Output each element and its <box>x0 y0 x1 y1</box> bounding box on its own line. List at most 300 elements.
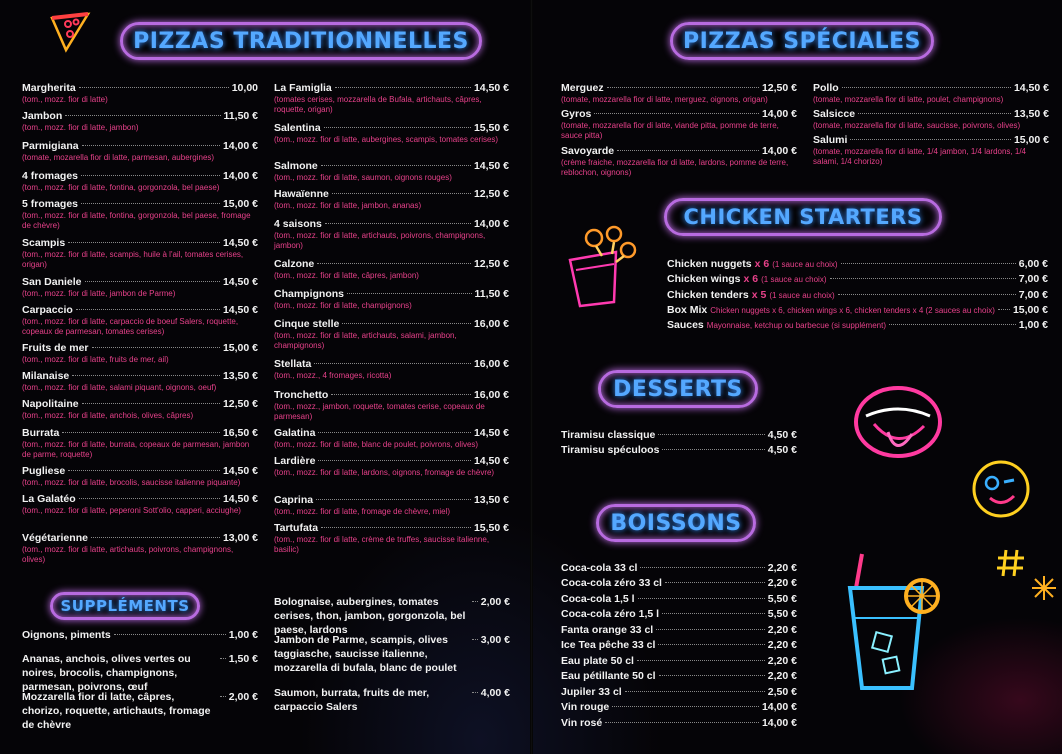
menu-item <box>22 198 258 231</box>
menu-item-row <box>561 624 797 637</box>
item-name: Carpaccio <box>22 304 73 316</box>
supplement-row <box>22 628 258 642</box>
menu-item-row <box>561 670 797 683</box>
supplement-row <box>274 633 510 675</box>
menu-item <box>22 532 258 565</box>
dot-leader <box>841 263 1016 264</box>
menu-item-row <box>22 304 258 317</box>
dot-leader <box>659 675 765 676</box>
item-name: Salmone <box>274 160 318 172</box>
item-name: Savoyarde <box>561 145 615 157</box>
menu-item <box>274 358 509 381</box>
dot-leader <box>640 567 764 568</box>
dot-leader <box>658 644 764 645</box>
heading-pizzas-traditionnelles: PIZZAS TRADITIONNELLES <box>120 22 482 60</box>
item-name: Coca-cola 1,5 l <box>561 593 635 605</box>
item-description: (tom., mozz. fior di latte, artichauts, poivrons, champignons, jambon) <box>274 231 486 250</box>
supplement-row <box>22 652 258 694</box>
dot-leader <box>472 639 478 640</box>
item-price: 14,50 € <box>222 304 258 316</box>
menu-item-row <box>22 110 258 123</box>
item-price: 14,00 € <box>473 218 509 230</box>
dot-leader <box>332 193 471 194</box>
menu-item <box>274 218 509 251</box>
item-price: 14,00 € <box>222 140 258 152</box>
item-description: (tom., mozz. fior di latte, fromage de chèvre, miel) <box>274 507 451 516</box>
item-name: Tartufata <box>274 522 319 534</box>
item-description: (tomates cerises, mozzarella de Bufala, artichauts, câpres, roquette, origan) <box>274 95 482 114</box>
item-name: La Famiglia <box>274 82 332 94</box>
dot-leader <box>321 527 471 528</box>
item-price: 15,50 € <box>473 122 509 134</box>
item-name: Calzone <box>274 258 315 270</box>
dot-leader <box>68 470 220 471</box>
heading-supplements: SUPPLÉMENTS <box>50 592 200 620</box>
menu-item <box>274 288 509 311</box>
supplement-price: 1,00 € <box>228 629 258 641</box>
item-name: Chicken nuggets <box>667 258 752 270</box>
menu-item-row <box>274 427 509 440</box>
dot-leader <box>842 87 1011 88</box>
item-name: Jupiler 33 cl <box>561 686 622 698</box>
menu-item-row <box>22 342 258 355</box>
supplement-price: 4,00 € <box>480 687 510 699</box>
item-price: 12,50 € <box>222 398 258 410</box>
menu-item-row <box>22 276 258 289</box>
menu-item-row <box>561 429 797 442</box>
item-description: (tom., mozz. fior di latte, jambon de Parme) <box>22 289 176 298</box>
item-name: La Galatéo <box>22 493 76 505</box>
menu-item-row <box>274 82 509 95</box>
desserts-item <box>561 444 797 457</box>
menu-item-row <box>274 455 509 468</box>
item-price: 14,50 € <box>473 455 509 467</box>
menu-item <box>274 494 509 517</box>
item-price: 2,20 € <box>767 562 797 574</box>
item-price: 14,00 € <box>761 145 797 157</box>
menu-item <box>274 258 509 281</box>
dot-leader <box>594 113 759 114</box>
menu-item <box>274 427 509 450</box>
item-name: Parmigiana <box>22 140 79 152</box>
dot-leader <box>92 347 220 348</box>
supplement-item <box>22 628 258 642</box>
item-description: (tom., mozz. fior di latte) <box>22 95 108 104</box>
dot-leader <box>325 223 471 224</box>
item-price: 14,50 € <box>222 276 258 288</box>
item-name: Salumi <box>813 134 848 146</box>
menu-item <box>561 82 797 105</box>
dot-leader <box>342 323 471 324</box>
item-price: 15,00 € <box>1012 304 1048 316</box>
item-price: 12,50 € <box>761 82 797 94</box>
menu-item-row <box>22 237 258 250</box>
item-price: 13,00 € <box>222 532 258 544</box>
chicken-item <box>667 273 1048 286</box>
menu-item-row <box>561 639 797 652</box>
item-price: 2,20 € <box>767 577 797 589</box>
chicken-item <box>667 304 1048 317</box>
item-description: (tom., mozz., jambon, roquette, tomates cerise, copeaux de parmesan) <box>274 402 485 421</box>
menu-item-row <box>22 82 258 95</box>
menu-item-row <box>274 358 509 371</box>
supplement-name: Saumon, burrata, fruits de mer, carpaccio Salers <box>274 687 430 713</box>
menu-item-row <box>561 686 797 699</box>
item-description: (tom., mozz., 4 fromages, ricotta) <box>274 371 392 380</box>
dot-leader <box>316 499 471 500</box>
item-name: Cinque stelle <box>274 318 340 330</box>
dot-leader <box>838 294 1016 295</box>
item-price: 16,50 € <box>222 427 258 439</box>
dot-leader <box>638 598 765 599</box>
item-description: (tom., mozz. fior di latte, burrata, copeaux de parmesan, jambon de parme, roquette) <box>22 440 250 459</box>
menu-item <box>561 145 797 178</box>
dot-leader <box>850 139 1011 140</box>
menu-item-row <box>561 562 797 575</box>
item-price: 14,00 € <box>761 108 797 120</box>
menu-item-row <box>22 493 258 506</box>
menu-item-row <box>274 258 509 271</box>
dot-leader <box>665 582 765 583</box>
item-note: (1 sauce au choix) <box>761 275 827 284</box>
item-description: (tom., mozz. fior di latte, saumon, oignons rouges) <box>274 173 452 182</box>
drinks-item <box>561 686 797 699</box>
item-price: 14,50 € <box>473 160 509 172</box>
menu-item <box>274 318 509 351</box>
item-name: Caprina <box>274 494 314 506</box>
supplement-price: 1,50 € <box>228 653 258 665</box>
item-price: 14,00 € <box>761 701 797 713</box>
page-fold <box>530 0 533 754</box>
item-name: Salentina <box>274 122 321 134</box>
item-description: (tom., mozz. fior di latte, peperoni Sott'olio, capperi, acciughe) <box>22 506 241 515</box>
item-price: 5,50 € <box>767 593 797 605</box>
dot-leader <box>85 281 220 282</box>
item-price: 4,50 € <box>767 429 797 441</box>
item-description: (tom., mozz. fior di latte, artichauts, salami, jambon, champignons) <box>274 331 457 350</box>
menu-item-row <box>561 82 797 95</box>
item-name: Gyros <box>561 108 592 120</box>
menu-item-row <box>274 288 509 301</box>
item-price: 4,50 € <box>767 444 797 456</box>
dot-leader <box>662 449 764 450</box>
dot-leader <box>91 537 220 538</box>
menu-item <box>22 170 258 193</box>
menu-item-row <box>274 218 509 231</box>
item-name: Chicken wings <box>667 273 741 285</box>
item-name: Coca-cola 33 cl <box>561 562 638 574</box>
menu-item-row <box>561 701 797 714</box>
item-description: (tom., mozz. fior di latte, jambon, ananas) <box>274 201 422 210</box>
item-note: (1 sauce au choix) <box>772 260 838 269</box>
item-name: Tronchetto <box>274 389 329 401</box>
drinks-item <box>561 655 797 668</box>
item-note: Chicken nuggets x 6, chicken wings x 6, chicken tenders x 4 (2 sauces au choix) <box>710 306 995 315</box>
item-description: (tom., mozz. fior di latte, câpres, jambon) <box>274 271 419 280</box>
menu-item <box>274 122 509 145</box>
dot-leader <box>321 165 471 166</box>
menu-item <box>22 370 258 393</box>
supplement-name: Ananas, anchois, olives vertes ou noires, brocolis, champignons, parmesan, poivrons, œuf <box>22 653 191 693</box>
dot-leader <box>830 278 1016 279</box>
dot-leader <box>72 375 220 376</box>
dot-leader <box>82 403 220 404</box>
item-name: Eau pétillante 50 cl <box>561 670 656 682</box>
dot-leader <box>114 634 226 635</box>
drinks-item <box>561 608 797 621</box>
dot-leader <box>858 113 1011 114</box>
menu-item-row <box>22 465 258 478</box>
supplement-name: Bolognaise, aubergines, tomates cerises, thon, jambon, gorgonzola, bel paese, lardons <box>274 596 466 636</box>
heading-desserts: DESSERTS <box>598 370 758 408</box>
item-description: (tomate, mozzarella fior di latte, merguez, oignons, origan) <box>561 95 768 104</box>
item-name: Jambon <box>22 110 63 122</box>
item-description: (tom., mozz. fior di latte, fruits de mer, ail) <box>22 355 169 364</box>
menu-item-row <box>22 140 258 153</box>
menu-item-row <box>561 577 797 590</box>
supplement-name: Oignons, piments <box>22 629 111 641</box>
dot-leader <box>662 613 765 614</box>
winking-emoji-icon <box>970 458 1032 520</box>
item-name: Fruits de mer <box>22 342 89 354</box>
item-price: 2,20 € <box>767 624 797 636</box>
dot-leader <box>637 660 765 661</box>
chicken-item-row <box>667 258 1048 271</box>
item-quantity: x 5 <box>751 289 767 301</box>
menu-item <box>274 82 509 115</box>
chicken-item-row <box>667 304 1048 317</box>
item-name: Tiramisu spéculoos <box>561 444 660 456</box>
item-price: 2,20 € <box>767 655 797 667</box>
item-description: (tomate, mozzarella fior di latte, 1/4 jambon, 1/4 lardons, 1/4 salami, 1/4 chorizo) <box>813 147 1026 166</box>
menu-item <box>22 140 258 163</box>
menu-item-row <box>22 427 258 440</box>
item-price: 12,50 € <box>473 258 509 270</box>
menu-item <box>274 389 509 422</box>
item-name: Coca-cola zéro 1,5 l <box>561 608 660 620</box>
supplement-item <box>22 652 258 694</box>
item-description: (tomate, mozzarella fior di latte, viande pitta, pomme de terre, sauce pitta) <box>561 121 779 140</box>
supplement-price: 3,00 € <box>480 634 510 646</box>
menu-item-row <box>22 170 258 183</box>
dot-leader <box>324 127 471 128</box>
item-name: Pollo <box>813 82 839 94</box>
dot-leader <box>79 498 220 499</box>
menu-item-row <box>561 717 797 730</box>
menu-item-row <box>561 108 797 121</box>
dot-leader <box>76 309 220 310</box>
item-price: 14,50 € <box>222 493 258 505</box>
item-description: (tom., mozz. fior di latte, carpaccio de boeuf Salers, roquette, copeaux de parmesan, tomates cerises) <box>22 317 239 336</box>
item-name: San Daniele <box>22 276 82 288</box>
drinks-item <box>561 717 797 730</box>
item-price: 15,00 € <box>222 198 258 210</box>
item-description: (tomate, mozzarella fior di latte, saucisse, poivrons, olives) <box>813 121 1021 130</box>
item-price: 5,50 € <box>767 608 797 620</box>
item-price: 11,50 € <box>223 110 258 122</box>
item-price: 14,00 € <box>222 170 258 182</box>
item-description: (tom., mozz. fior di latte, salami piquant, oignons, oeuf) <box>22 383 217 392</box>
chicken-item-row <box>667 319 1048 332</box>
item-price: 16,00 € <box>473 389 509 401</box>
heading-chicken-starters: CHICKEN STARTERS <box>664 198 942 236</box>
drinks-item <box>561 670 797 683</box>
dot-leader <box>220 658 226 659</box>
menu-item <box>274 160 509 183</box>
item-name: Merguez <box>561 82 604 94</box>
dot-leader <box>656 629 765 630</box>
dot-leader <box>81 175 220 176</box>
item-description: (tom., mozz. fior di latte, artichauts, poivrons, champignons, olives) <box>22 545 234 564</box>
menu-item-row <box>561 593 797 606</box>
item-description: (tom., mozz. fior di latte, brocolis, saucisse italienne piquante) <box>22 478 241 487</box>
item-description: (tom., mozz. fior di latte, lardons, oignons, fromage de chèvre) <box>274 468 495 477</box>
dot-leader <box>335 87 471 88</box>
item-description: (tomate, mozzarella fior di latte, poulet, champignons) <box>813 95 1004 104</box>
dot-leader <box>998 309 1010 310</box>
heading-boissons: BOISSONS <box>596 504 756 542</box>
dot-leader <box>331 394 471 395</box>
item-description: (crème fraiche, mozzarella fior di latte, lardons, pomme de terre, reblochon, oignons) <box>561 158 789 177</box>
supplement-name: Jambon de Parme, scampis, olives taggiasche, saucisse italienne, mozzarella di bufala, blanc de poulet <box>274 634 457 674</box>
chicken-item-row <box>667 289 1048 302</box>
item-description: (tom., mozz. fior di latte, crème de truffes, saucisse italienne, basilic) <box>274 535 490 554</box>
item-price: 16,00 € <box>473 358 509 370</box>
item-name: Champignons <box>274 288 344 300</box>
heading-pizzas-speciales: PIZZAS SPÉCIALES <box>670 22 934 60</box>
item-name: Vin rosé <box>561 717 603 729</box>
dot-leader <box>68 242 220 243</box>
item-name: Sauces <box>667 319 704 331</box>
item-name: Milanaise <box>22 370 70 382</box>
item-name: Tiramisu classique <box>561 429 656 441</box>
dot-leader <box>317 263 471 264</box>
dot-leader <box>658 434 764 435</box>
menu-item-row <box>22 370 258 383</box>
item-description: (tom., mozz. fior di latte, fontina, gorgonzola, bel paese) <box>22 183 220 192</box>
drinks-item <box>561 701 797 714</box>
item-price: 15,50 € <box>473 522 509 534</box>
dot-leader <box>472 601 478 602</box>
dot-leader <box>607 87 759 88</box>
item-quantity: x 6 <box>754 258 770 270</box>
pizza-slice-icon <box>46 10 94 54</box>
item-name: Eau plate 50 cl <box>561 655 634 667</box>
menu-item-row <box>274 389 509 402</box>
supplement-price: 2,00 € <box>228 691 258 703</box>
chicken-item <box>667 289 1048 302</box>
hashtag-icon <box>994 546 1028 580</box>
dot-leader <box>81 203 220 204</box>
menu-item <box>22 493 258 516</box>
neon-mouth-icon <box>848 372 948 472</box>
dot-leader <box>889 324 1016 325</box>
item-price: 14,50 € <box>1013 82 1049 94</box>
dot-leader <box>82 145 220 146</box>
item-description: (tom., mozz. fior di latte, fontina, gorgonzola, bel paese, fromage de chèvre) <box>22 211 251 230</box>
menu-item-row <box>813 82 1049 95</box>
item-price: 7,00 € <box>1018 273 1048 285</box>
menu-item <box>22 465 258 488</box>
dot-leader <box>220 696 226 697</box>
item-name: Stellata <box>274 358 312 370</box>
item-description: (tom., mozz. fior di latte, champignons) <box>274 301 412 310</box>
item-name: Pugliese <box>22 465 66 477</box>
menu-item <box>22 398 258 421</box>
item-quantity: x 6 <box>743 273 759 285</box>
supplement-row <box>274 686 510 714</box>
menu-item <box>813 108 1049 131</box>
item-name: Végétarienne <box>22 532 88 544</box>
item-price: 14,00 € <box>761 717 797 729</box>
chicken-item-row <box>667 273 1048 286</box>
dot-leader <box>617 150 759 151</box>
item-description: (tom., mozz. fior di latte, blanc de poulet, poivrons, olives) <box>274 440 479 449</box>
item-price: 1,00 € <box>1018 319 1048 331</box>
item-name: 5 fromages <box>22 198 79 210</box>
item-price: 14,50 € <box>473 427 509 439</box>
drinks-item <box>561 639 797 652</box>
dot-leader <box>318 460 471 461</box>
item-price: 2,20 € <box>767 670 797 682</box>
item-price: 7,00 € <box>1018 289 1048 301</box>
item-price: 2,50 € <box>767 686 797 698</box>
menu-item-row <box>274 188 509 201</box>
item-name: Lardière <box>274 455 316 467</box>
item-price: 15,00 € <box>1013 134 1049 146</box>
item-description: (tomate, mozarella fior di latte, parmesan, aubergines) <box>22 153 215 162</box>
dot-leader <box>314 363 471 364</box>
item-name: Vin rouge <box>561 701 610 713</box>
drinks-item <box>561 593 797 606</box>
dot-leader <box>347 293 472 294</box>
menu-item-row <box>274 522 509 535</box>
item-description: (tom., mozz. fior di latte, aubergines, scampis, tomates cerises) <box>274 135 499 144</box>
item-name: Hawaïenne <box>274 188 329 200</box>
supplement-item <box>274 686 510 714</box>
item-price: 10,00 <box>231 82 258 94</box>
chicken-item <box>667 319 1048 332</box>
menu-item-row <box>561 145 797 158</box>
dot-leader <box>605 722 759 723</box>
item-name: Chicken tenders <box>667 289 749 301</box>
item-name: Scampis <box>22 237 66 249</box>
sparkle-icon <box>1030 574 1058 602</box>
dot-leader <box>65 115 220 116</box>
menu-item <box>813 134 1049 167</box>
menu-item <box>22 237 258 270</box>
menu-item-row <box>22 198 258 211</box>
item-price: 12,50 € <box>473 188 509 200</box>
item-name: Fanta orange 33 cl <box>561 624 654 636</box>
dot-leader <box>62 432 220 433</box>
item-name: Napolitaine <box>22 398 79 410</box>
menu-item <box>274 188 509 211</box>
menu-item <box>22 342 258 365</box>
menu-item <box>22 110 258 133</box>
supplement-item <box>274 595 510 637</box>
item-price: 13,50 € <box>1013 108 1049 120</box>
item-price: 13,50 € <box>222 370 258 382</box>
menu-item-row <box>274 160 509 173</box>
cocktail-glass-icon <box>840 548 950 698</box>
chicken-bucket-icon <box>556 220 646 310</box>
menu-item <box>274 522 509 555</box>
item-name: Box Mix <box>667 304 708 316</box>
item-name: 4 saisons <box>274 218 322 230</box>
item-description: (tom., mozz. fior di latte, jambon) <box>22 123 139 132</box>
item-price: 11,50 € <box>474 288 509 300</box>
